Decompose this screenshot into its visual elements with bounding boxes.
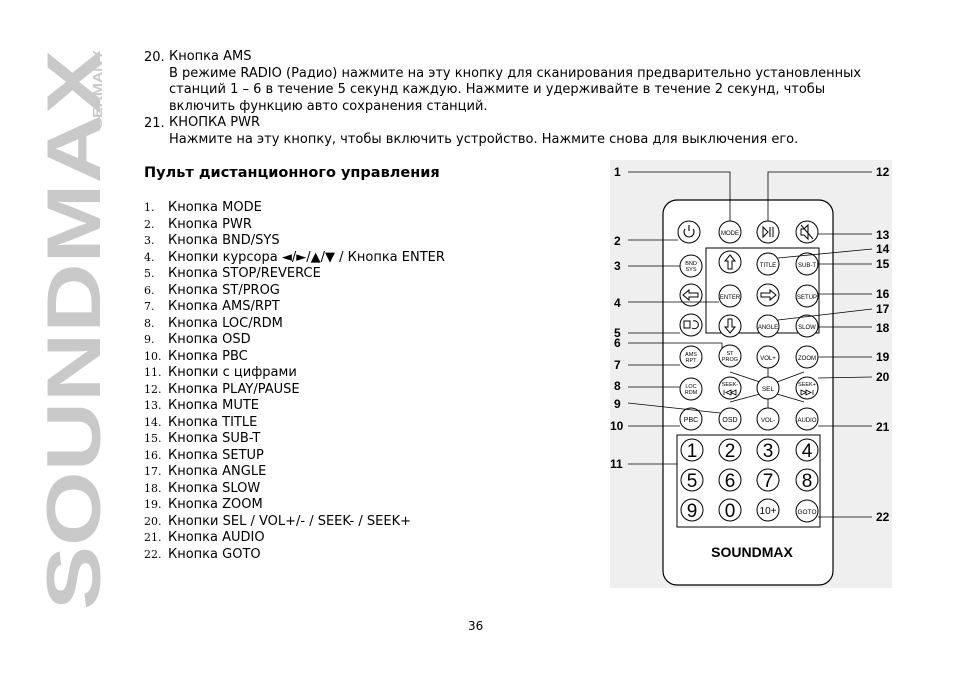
play-pause-button	[757, 221, 779, 243]
svg-text:1: 1	[686, 441, 698, 462]
svg-text:ST: ST	[726, 351, 734, 357]
item-21-title: КНОПКА PWR	[169, 115, 260, 130]
svg-text:15: 15	[876, 257, 890, 271]
item-20-number: 20.	[144, 50, 165, 65]
svg-text:AUDIO: AUDIO	[797, 418, 817, 424]
list-item: 3. Кнопка BND/SYS	[144, 233, 280, 248]
zoom-button	[796, 346, 818, 368]
cursor-down-button	[719, 315, 741, 337]
svg-text:10+: 10+	[759, 506, 777, 517]
st-prog-button	[719, 345, 741, 367]
svg-text:ZOOM: ZOOM	[798, 356, 816, 362]
list-item: 11. Кнопки с цифрами	[144, 365, 297, 380]
svg-text:GOTO: GOTO	[797, 509, 817, 516]
brand-sub: GERMANY	[90, 63, 105, 130]
list-item: 15. Кнопка SUB-T	[144, 431, 261, 446]
svg-text:AMS: AMS	[685, 352, 697, 358]
list-item: 22. Кнопка GOTO	[144, 546, 261, 562]
svg-text:4: 4	[614, 296, 621, 310]
svg-text:SEEK-: SEEK-	[721, 382, 739, 388]
item-20-line-3: включить функцию авто сохранения станций.	[169, 98, 488, 114]
svg-text:3: 3	[614, 259, 621, 273]
svg-text:16: 16	[876, 287, 890, 301]
list-item: 12. Кнопка PLAY/PAUSE	[144, 381, 300, 397]
list-item: 21. Кнопка AUDIO	[144, 530, 265, 545]
svg-text:SEL: SEL	[761, 386, 775, 393]
title-button	[757, 253, 779, 275]
svg-text:13: 13	[876, 228, 890, 242]
svg-text:VOL-: VOL-	[760, 418, 776, 424]
stop-reverse-button	[680, 314, 702, 336]
list-item: 18. Кнопка SLOW	[144, 480, 261, 496]
enter-button	[719, 285, 741, 307]
audio-button	[796, 408, 818, 430]
list-item: 10. Кнопка PBC	[144, 348, 248, 364]
svg-text:SUB-T: SUB-T	[798, 263, 816, 269]
list-item: 4. Кнопки курсора ◄/►/▲/▼ / Кнопка ENTER	[144, 249, 445, 265]
brand-watermark	[32, 40, 117, 620]
svg-text:5: 5	[686, 471, 698, 492]
svg-text:17: 17	[876, 302, 890, 316]
svg-text:0: 0	[724, 501, 736, 522]
angle-button	[757, 315, 779, 337]
digit-10plus-button	[757, 499, 779, 521]
svg-text:PROG: PROG	[721, 357, 739, 363]
brand-name: SOUNDMAX	[32, 166, 117, 610]
bnd-sys-button	[680, 255, 702, 277]
svg-text:11: 11	[610, 457, 623, 471]
seek-plus-button	[796, 377, 818, 399]
page-number: 36	[468, 619, 484, 633]
list-item: 8. Кнопка LOC/RDM	[144, 315, 283, 331]
svg-text:9: 9	[614, 397, 621, 411]
osd-button	[719, 408, 741, 430]
item-21-number: 21.	[144, 116, 165, 131]
list-item: 7. Кнопка AMS/RPT	[144, 299, 280, 314]
remote-diagram	[610, 160, 900, 590]
item-21-line-1: Нажмите на эту кнопку, чтобы включить устройство. Нажмите снова для выключения его.	[169, 131, 799, 147]
svg-text:14: 14	[876, 242, 890, 256]
svg-text:BND: BND	[685, 261, 697, 267]
list-item: 6. Кнопка ST/PROG	[144, 282, 280, 298]
cursor-right-button	[757, 284, 779, 306]
item-21-block	[169, 115, 798, 148]
list-item: 17. Кнопка ANGLE	[144, 464, 267, 479]
list-item: 2. Кнопка PWR	[144, 216, 252, 232]
cursor-up-button	[719, 251, 741, 273]
item-20-line-1: В режиме RADIO (Радио) нажмите на эту кнопку для сканирования предварительно установленных	[169, 65, 862, 81]
svg-text:3: 3	[762, 441, 774, 462]
item-20-block	[169, 49, 861, 115]
svg-text:6: 6	[724, 471, 736, 492]
svg-text:7: 7	[614, 358, 621, 372]
goto-button	[796, 500, 818, 522]
svg-text:18: 18	[876, 321, 890, 335]
svg-text:SETUP: SETUP	[796, 295, 818, 301]
pbc-button	[680, 408, 702, 430]
svg-text:12: 12	[876, 165, 890, 179]
vol-minus-button	[757, 408, 779, 430]
svg-text:TITLE: TITLE	[759, 263, 777, 269]
svg-text:21: 21	[876, 420, 890, 434]
svg-text:9: 9	[686, 501, 698, 522]
svg-text:OSD: OSD	[722, 417, 738, 424]
svg-text:PBC: PBC	[683, 417, 699, 424]
list-item: 13. Кнопка MUTE	[144, 398, 260, 413]
svg-text:SYS: SYS	[685, 267, 697, 273]
svg-text:19: 19	[876, 350, 890, 364]
list-item: 9. Кнопка OSD	[144, 332, 251, 347]
item-20-title: Кнопка AMS	[169, 49, 252, 64]
ams-rpt-button	[680, 346, 702, 368]
svg-text:RDM: RDM	[684, 390, 698, 396]
svg-text:7: 7	[762, 471, 774, 492]
slow-button	[796, 315, 818, 337]
mode-button	[719, 221, 741, 243]
loc-rdm-button	[680, 378, 702, 400]
seek-minus-button	[719, 377, 741, 399]
svg-text:5: 5	[614, 326, 621, 340]
list-item: 16. Кнопка SETUP	[144, 447, 264, 463]
svg-text:SEEK+: SEEK+	[798, 382, 816, 388]
remote-brand-logo: SOUNDMAX	[711, 544, 793, 560]
list-item: 14. Кнопка TITLE	[144, 414, 258, 430]
list-item: 19. Кнопка ZOOM	[144, 497, 263, 512]
svg-text:ANGLE: ANGLE	[757, 325, 779, 331]
svg-text:20: 20	[876, 370, 890, 384]
svg-text:RPT: RPT	[685, 358, 697, 364]
list-item: 20. Кнопки SEL / VOL+/- / SEEK- / SEEK+	[144, 513, 411, 529]
remote-button-list	[144, 200, 445, 563]
section-heading: Пульт дистанционного управления	[144, 165, 440, 181]
svg-text:4: 4	[801, 441, 813, 462]
power-button	[678, 221, 700, 243]
svg-text:6: 6	[614, 336, 621, 350]
svg-text:8: 8	[614, 379, 621, 393]
svg-text:22: 22	[876, 510, 890, 524]
setup-button	[796, 285, 818, 307]
mute-button	[796, 221, 818, 243]
svg-text:2: 2	[724, 441, 736, 462]
list-item: 5. Кнопка STOP/REVERCE	[144, 266, 321, 281]
svg-text:10: 10	[610, 419, 624, 433]
sel-button	[757, 377, 779, 399]
svg-text:2: 2	[614, 234, 621, 248]
list-item: 1. Кнопка MODE	[144, 200, 262, 215]
item-20-line-2: станций 1 – 6 в течение 5 секунд каждую. Нажмите и удерживайте в течение 2 секунд, чтобы	[169, 82, 826, 97]
vol-plus-button	[757, 346, 779, 368]
cursor-left-button	[680, 284, 702, 306]
svg-text:ENTER: ENTER	[719, 295, 741, 301]
svg-text:MODE: MODE	[721, 231, 739, 237]
svg-text:8: 8	[801, 471, 813, 492]
svg-text:LOC: LOC	[685, 384, 697, 390]
svg-text:SLOW: SLOW	[798, 325, 816, 331]
svg-text:VOL+: VOL+	[760, 356, 776, 362]
svg-text:1: 1	[614, 165, 621, 179]
